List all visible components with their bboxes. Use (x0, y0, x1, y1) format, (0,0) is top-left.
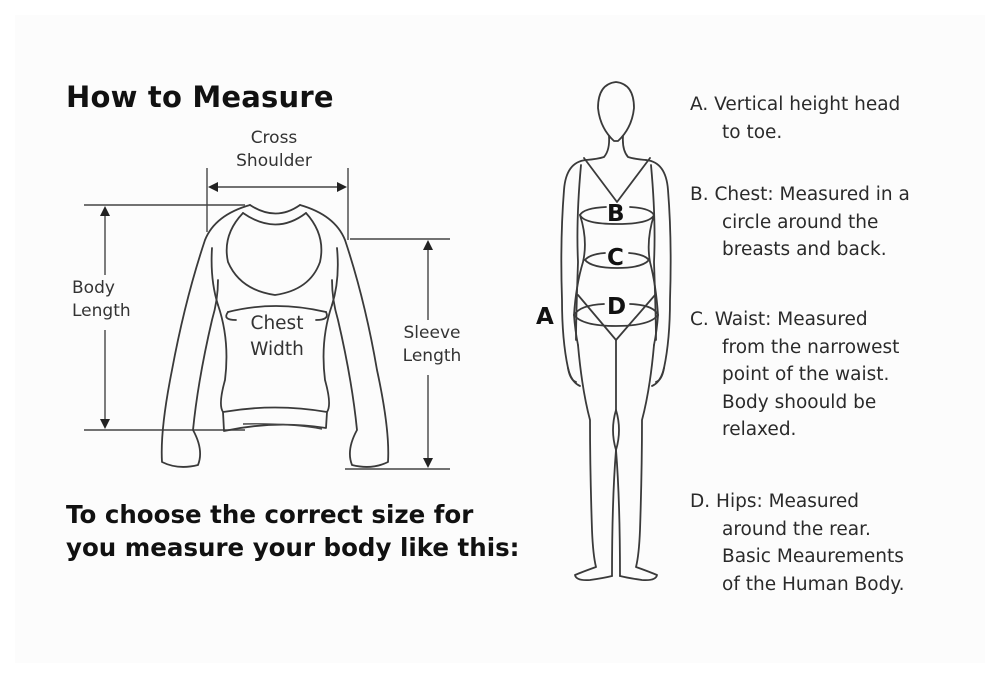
marker-b: B (607, 201, 625, 227)
description-d: D. Hips: Measured around the rear. Basic Meaurements of the Human Body. (690, 491, 905, 595)
sleeve-length-label: Sleeve Length (402, 323, 462, 366)
body-length-label: Body Length (72, 278, 131, 321)
marker-c: C (607, 245, 624, 271)
page-title: How to Measure (66, 80, 334, 114)
instruction-text: To choose the correct size for you measure your body like this: (66, 500, 520, 562)
marker-d: D (607, 294, 627, 320)
marker-a: A (536, 304, 554, 330)
cross-shoulder-label: Cross Shoulder (236, 128, 312, 171)
description-c: C. Waist: Measured from the narrowest point of the waist. Body shoould be relaxed. (690, 309, 900, 440)
chest-width-label: Chest Width (250, 313, 304, 360)
description-b: B. Chest: Measured in a circle around the breasts and back. (690, 184, 910, 260)
body-outline (561, 82, 670, 580)
description-a: A. Vertical height head to toe. (690, 94, 901, 143)
